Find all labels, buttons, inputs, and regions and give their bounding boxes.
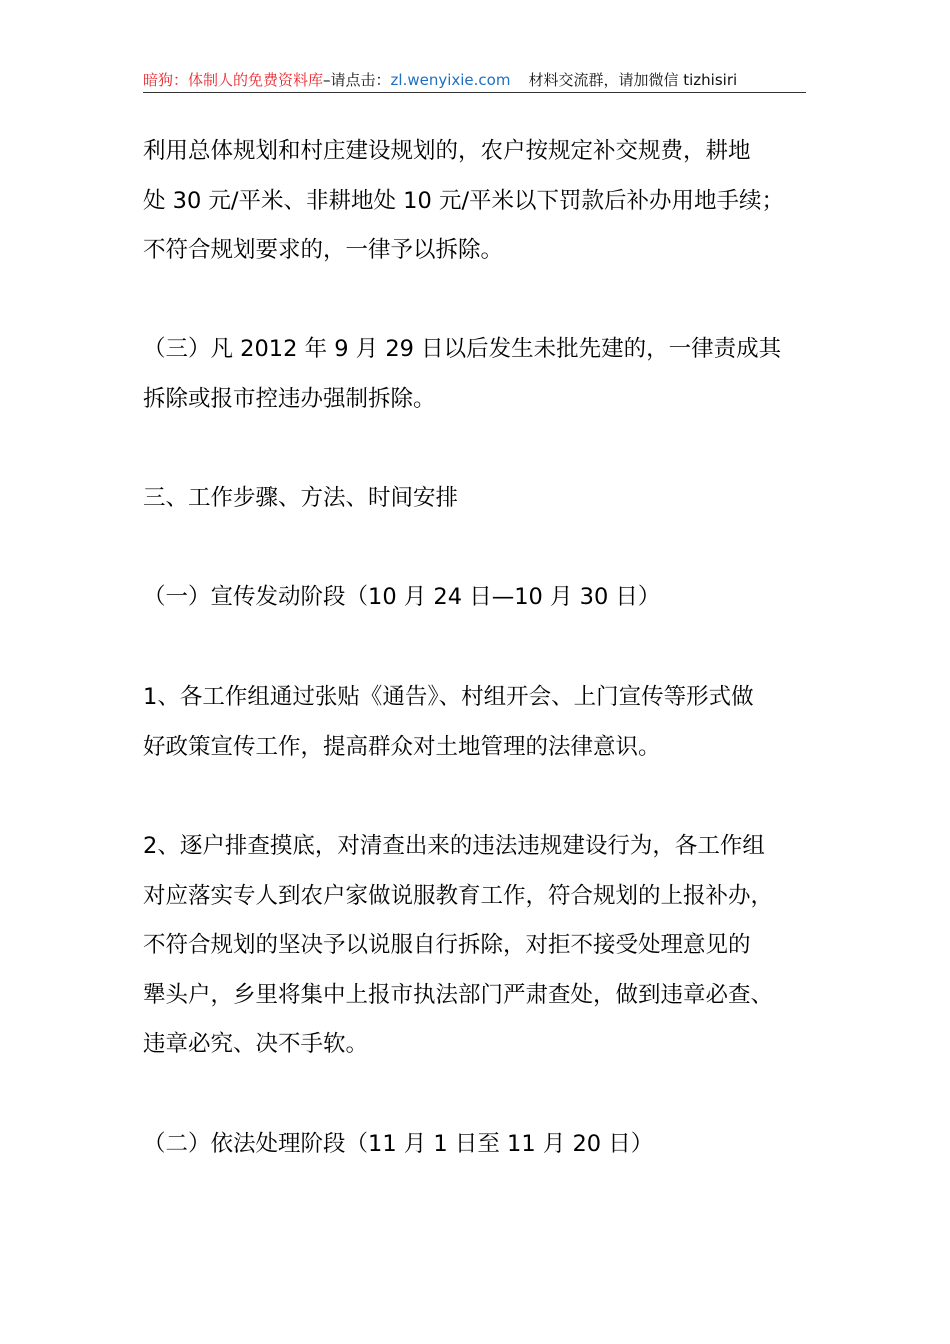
- subsection-heading: （一）宣传发动阶段（10 月 24 日—10 月 30 日）: [143, 584, 661, 610]
- subsection-heading: （三）凡 2012 年 9 月 29 日以后发生未批先建的，一律责成其: [143, 336, 782, 362]
- list-item-line: 对应落实专人到农户家做说服教育工作，符合规划的上报补办，: [143, 883, 774, 909]
- page-header: [143, 68, 806, 93]
- header-group-info: 材料交流群，请加微信 tizhisiri: [528, 71, 738, 89]
- section-heading: 三、工作步骤、方法、时间安排: [143, 485, 459, 511]
- header-prompt: –请点击：: [323, 71, 391, 89]
- header-brand: 暗狗：体制人的免费资料库: [143, 71, 324, 89]
- header-link[interactable]: zl.wenyixie.com: [390, 71, 511, 89]
- list-item-line: 不符合规划的坚决予以说服自行拆除，对拒不接受处理意见的: [143, 932, 751, 958]
- list-item-line: 犟头户，乡里将集中上报市执法部门严肃查处，做到违章必查、: [143, 982, 774, 1008]
- list-item-line: 违章必究、决不手软。: [143, 1031, 369, 1057]
- paragraph-line: 处 30 元/平米、非耕地处 10 元/平米以下罚款后补办用地手续；: [143, 188, 785, 214]
- paragraph-line: 不符合规划要求的，一律予以拆除。: [143, 237, 504, 263]
- list-item-line: 好政策宣传工作，提高群众对土地管理的法律意识。: [143, 734, 661, 760]
- subsection-heading: （二）依法处理阶段（11 月 1 日至 11 月 20 日）: [143, 1131, 654, 1157]
- paragraph-line: 利用总体规划和村庄建设规划的，农户按规定补交规费，耕地: [143, 138, 751, 164]
- paragraph-line: 拆除或报市控违办强制拆除。: [143, 386, 436, 412]
- list-item-line: 2、逐户排查摸底，对清查出来的违法违规建设行为，各工作组: [143, 833, 765, 859]
- list-item-line: 1、各工作组通过张贴《通告》、村组开会、上门宣传等形式做: [143, 684, 754, 710]
